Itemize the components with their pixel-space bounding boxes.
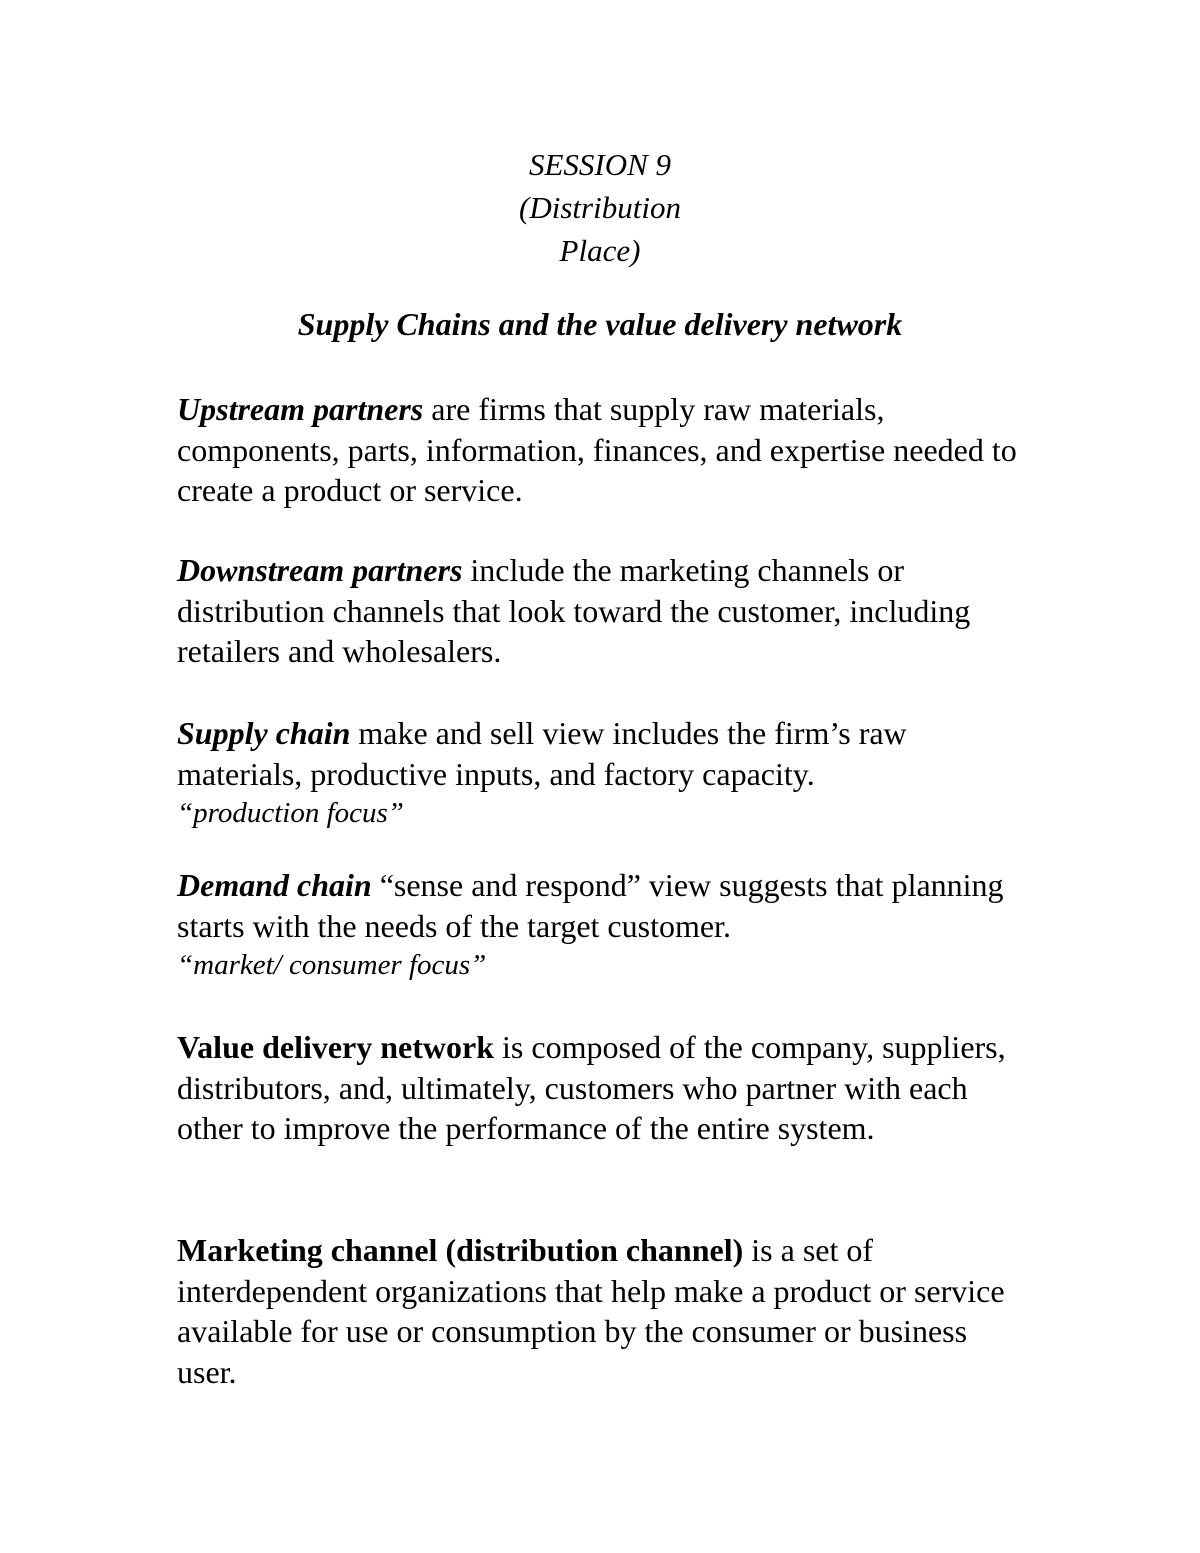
paragraph-upstream-partners <box>177 389 1017 511</box>
paragraph-marketing-channel <box>177 1230 1017 1392</box>
definition-upstream-partners: are firms that supply raw materials, components, parts, information, finances, and expertise needed to create a product or service. <box>177 391 1017 508</box>
definition-downstream-partners: include the marketing channels or distribution channels that look toward the customer, including retailers and wholesalers. <box>177 552 971 669</box>
session-title: SESSION 9 <box>528 147 672 182</box>
session-header <box>0 143 1200 272</box>
definition-supply-chain: make and sell view includes the firm’s raw materials, productive inputs, and factory capacity. <box>177 715 907 792</box>
paragraph-demand-chain <box>177 865 1017 984</box>
section-heading: Supply Chains and the value delivery network <box>297 306 903 342</box>
paragraph-downstream-partners <box>177 550 1017 672</box>
definition-value-delivery-network: is composed of the company, suppliers, distributors, and, ultimately, customers who partner with each other to improve the performance of the entire system. <box>177 1029 1006 1146</box>
note-market-consumer-focus: “market/ consumer focus” <box>177 949 487 981</box>
term-demand-chain: Demand chain <box>177 867 372 903</box>
term-supply-chain: Supply chain <box>177 715 351 751</box>
session-topic-line2: Place) <box>559 233 641 268</box>
paragraph-value-delivery-network <box>177 1027 1017 1149</box>
note-production-focus: “production focus” <box>177 797 404 829</box>
paragraph-supply-chain <box>177 713 1017 832</box>
term-value-delivery-network: Value delivery network <box>177 1029 495 1065</box>
term-downstream-partners: Downstream partners <box>177 552 463 588</box>
term-upstream-partners: Upstream partners <box>177 391 424 427</box>
definition-demand-chain: “sense and respond” view suggests that planning starts with the needs of the target customer. <box>177 867 1004 944</box>
session-topic-line1: (Distribution <box>519 190 681 225</box>
term-marketing-channel: Marketing channel (distribution channel) <box>177 1232 744 1268</box>
definition-marketing-channel: is a set of interdependent organizations that help make a product or service available for use or consumption by the consumer or business user. <box>177 1232 1005 1390</box>
